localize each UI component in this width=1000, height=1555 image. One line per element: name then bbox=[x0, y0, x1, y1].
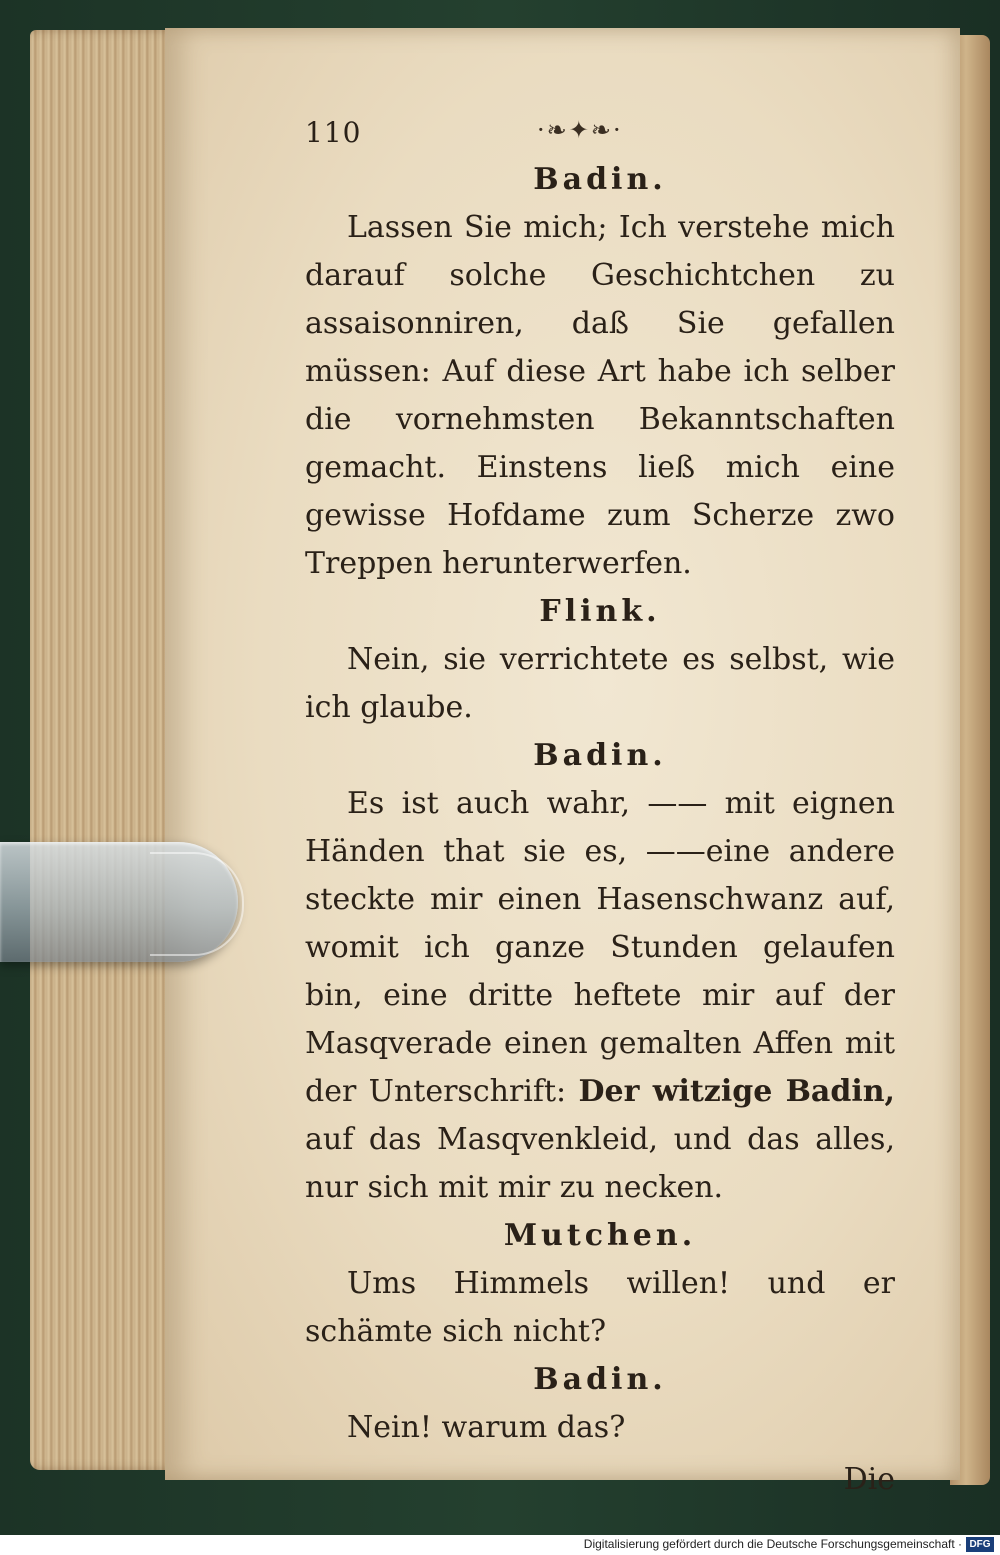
dialogue-text: auf das Masqvenkleid, und das alles, nur sich mit mir zu necken. bbox=[305, 1122, 895, 1205]
dfg-logo-icon: DFG bbox=[966, 1537, 994, 1552]
book-page bbox=[165, 28, 960, 1497]
page-holder-clip-highlight bbox=[150, 852, 244, 956]
speaker-label: Badin. bbox=[533, 1362, 667, 1397]
speaker-label: Flink. bbox=[539, 594, 661, 629]
speaker-label: Mutchen. bbox=[503, 1218, 697, 1253]
dialogue-paragraph: Nein, sie verrichtete es selbst, wie ich glaube. bbox=[305, 642, 895, 725]
page-text bbox=[305, 116, 895, 1504]
page-stack-left bbox=[30, 30, 180, 1470]
page-number: 110 bbox=[305, 116, 362, 149]
dialogue-paragraph bbox=[305, 780, 895, 1212]
dialogue-paragraph: Nein! warum das? bbox=[347, 1410, 626, 1445]
page-header bbox=[305, 116, 895, 156]
dialogue-paragraph: Lassen Sie mich; Ich verstehe mich darauf solche Geschichtchen zu assaisonniren, daß Sie gefallen müssen: Auf diese Art habe ich selber die vornehmsten Bekanntschaften gemacht. Einstens ließ mich eine gewisse Hofdame zum Scherze zwo Treppen herunterwerfen. bbox=[305, 210, 895, 581]
dialogue-paragraph: Ums Himmels willen! und er schämte sich nicht? bbox=[305, 1266, 895, 1349]
footer-bar bbox=[0, 1535, 1000, 1555]
header-ornament-icon: ·❧✦❧· bbox=[537, 116, 623, 144]
catchword: Die bbox=[843, 1462, 895, 1497]
speaker-label: Badin. bbox=[533, 738, 667, 773]
footer-credit: Digitalisierung gefördert durch die Deutsche Forschungsgemeinschaft · bbox=[583, 1537, 962, 1551]
dialogue-text: Es ist auch wahr, —— mit eignen Händen that sie es, ——eine andere steckte mir einen Hasenschwanz auf, womit ich ganze Stunden gelaufen bin, eine dritte heftete mir auf der Masqverade einen gemalten Affen mit der Unterschrift: bbox=[305, 786, 895, 1109]
emphasized-text: Der witzige Badin, bbox=[578, 1074, 895, 1109]
speaker-label: Badin. bbox=[533, 162, 667, 197]
